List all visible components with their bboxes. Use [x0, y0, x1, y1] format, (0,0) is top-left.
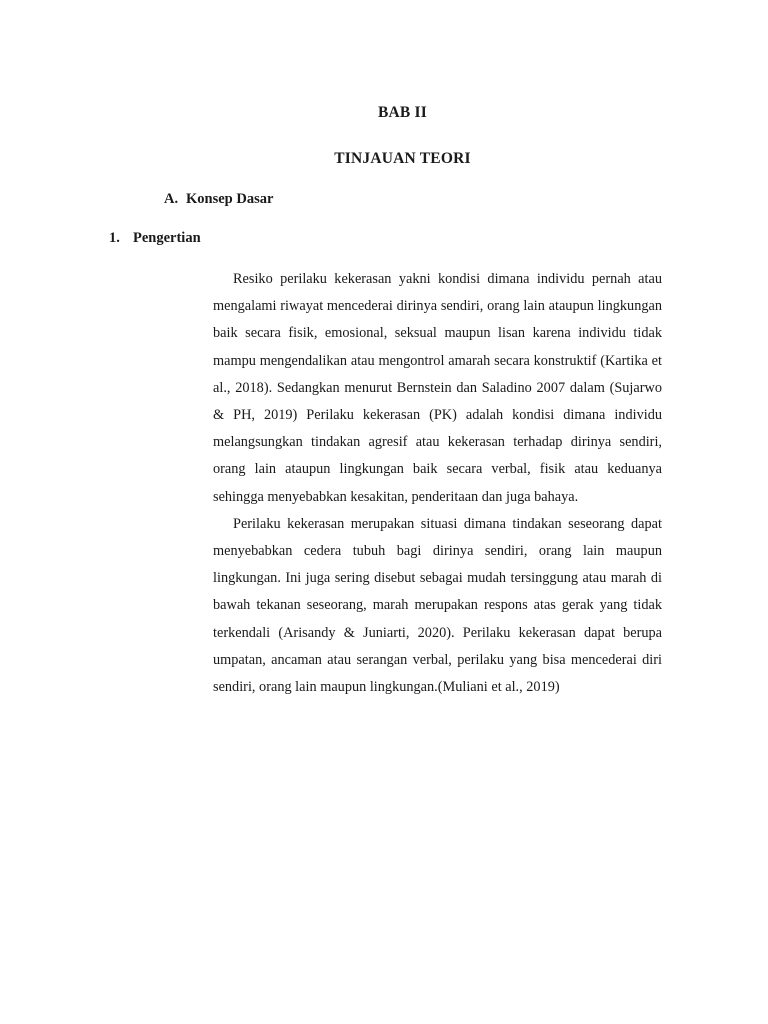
chapter-title: TINJAUAN TEORI: [334, 150, 471, 167]
section-heading: [164, 191, 273, 208]
subsection-marker: 1.: [109, 230, 120, 246]
subsection-title: Pengertian: [133, 230, 201, 246]
paragraph: Resiko perilaku kekerasan yakni kondisi dimana individu pernah atau mengalami riwayat mencederai dirinya sendiri, orang lain ataupun lingkungan baik secara fisik, emosional, seksual maupun lisan karena individu tidak mampu mengendalikan atau mengontrol amarah secara konstruktif (Kartika et al., 2018). Sedangkan menurut Bernstein dan Saladino 2007 dalam (Sujarwo & PH, 2019) Perilaku kekerasan (PK) adalah kondisi dimana individu melangsungkan tindakan agresif atau kekerasan terhadap dirinya sendiri, orang lain ataupun lingkungan baik secara verbal, fisik atau keduanya sehingga menyebabkan kesakitan, penderitaan dan juga bahaya.: [213, 271, 662, 505]
chapter-label: BAB II: [377, 104, 427, 121]
subsection-heading: [109, 230, 201, 247]
section-title: Konsep Dasar: [186, 191, 274, 207]
body-text: [213, 266, 662, 701]
paragraph: Perilaku kekerasan merupakan situasi dimana tindakan seseorang dapat menyebabkan cedera tubuh bagi dirinya sendiri, orang lain maupun lingkungan. Ini juga sering disebut sebagai mudah tersinggung atau marah di bawah tekanan seseorang, marah merupakan respons atas gerak yang tidak terkendali (Arisandy & Juniarti, 2020). Perilaku kekerasan dapat berupa umpatan, ancaman atau serangan verbal, perilaku yang bisa mencederai diri sendiri, orang lain maupun lingkungan.(Muliani et al., 2019): [213, 515, 662, 696]
section-marker: A.: [164, 191, 179, 207]
